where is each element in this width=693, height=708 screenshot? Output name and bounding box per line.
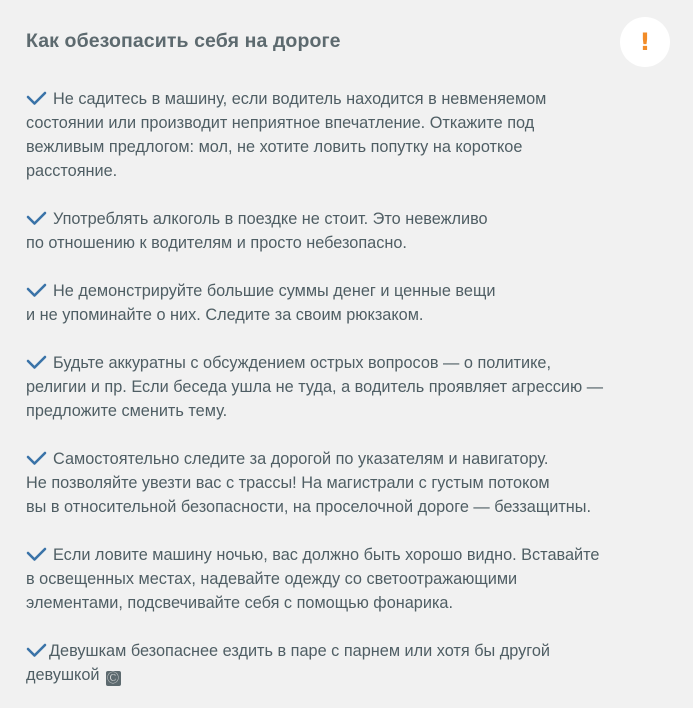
tip-line: [26, 375, 673, 399]
tip-text: Не садитесь в машину, если водитель находится в невменяемом: [53, 90, 547, 108]
tip-text: Самостоятельно следите за дорогой по указателям и навигатору.: [53, 450, 549, 468]
checkmark-icon: [26, 355, 47, 370]
tip-line: [26, 591, 673, 615]
tip-line: [26, 207, 673, 231]
tip-line: [26, 303, 673, 327]
tip-text: Девушкам безопаснее ездить в паре с парнем или хотя бы другой: [49, 642, 550, 660]
tip-line: [26, 471, 673, 495]
tip-line: [26, 567, 673, 591]
tip-item: [26, 279, 673, 327]
tip-item: [26, 543, 673, 615]
tip-line: [26, 663, 673, 687]
tip-line: [26, 231, 673, 255]
checkmark-icon: [26, 283, 47, 298]
tip-item: [26, 639, 673, 687]
checkmark-icon: [26, 451, 47, 466]
tip-line: [26, 495, 673, 519]
tip-line: [26, 639, 673, 663]
tip-text: Употреблять алкоголь в поездке не стоит. Это невежливо: [53, 210, 488, 228]
tip-text: состоянии или производит неприятное впечатление. Откажите под: [26, 114, 535, 132]
tip-text: в освещенных местах, надевайте одежду со светоотражающими: [26, 570, 518, 588]
tip-text: девушкой: [26, 666, 100, 684]
tip-text: предложите сменить тему.: [26, 402, 228, 420]
tip-item: [26, 87, 673, 183]
tip-text: элементами, подсвечивайте себя с помощью фонарика.: [26, 594, 454, 612]
tip-text: и не упоминайте о них. Следите за своим рюкзаком.: [26, 306, 424, 324]
tip-line: [26, 447, 673, 471]
card-title: Как обезопасить себя на дороге: [26, 30, 341, 52]
tip-text: Не позволяйте увезти вас с трассы! На магистрали с густым потоком: [26, 474, 550, 492]
tip-text: Будьте аккуратны с обсуждением острых вопросов — о политике,: [53, 354, 551, 372]
tip-line: [26, 87, 673, 111]
tip-line: [26, 399, 673, 423]
tip-line: [26, 279, 673, 303]
checkmark-icon: [26, 547, 47, 562]
tip-text: вы в относительной безопасности, на проселочной дороге — беззащитны.: [26, 498, 592, 516]
tips-list: [26, 87, 673, 687]
tip-text: религии и пр. Если беседа ушла не туда, а водитель проявляет агрессию —: [26, 378, 604, 396]
tip-line: [26, 351, 673, 375]
checkmark-icon: [26, 91, 47, 106]
tip-line: [26, 543, 673, 567]
checkmark-icon: [26, 643, 47, 658]
exclamation-icon: !: [639, 28, 651, 56]
tip-text: вежливым предлогом: мол, не хотите ловить попутку на короткое: [26, 138, 523, 156]
alert-badge: [620, 17, 670, 67]
checkmark-icon: [26, 211, 47, 226]
tip-line: [26, 111, 673, 135]
tip-item: [26, 351, 673, 423]
tip-text: Если ловите машину ночью, вас должно быть хорошо видно. Вставайте: [53, 546, 600, 564]
tip-text: Не демонстрируйте большие суммы денег и ценные вещи: [53, 282, 496, 300]
tip-line: [26, 135, 673, 159]
tip-item: [26, 447, 673, 519]
tip-item: [26, 207, 673, 255]
emoji-icon: Ⓒ: [107, 671, 120, 685]
tip-line: [26, 159, 673, 183]
tip-text: по отношению к водителям и просто небезопасно.: [26, 234, 407, 252]
tip-text: расстояние.: [26, 162, 118, 180]
